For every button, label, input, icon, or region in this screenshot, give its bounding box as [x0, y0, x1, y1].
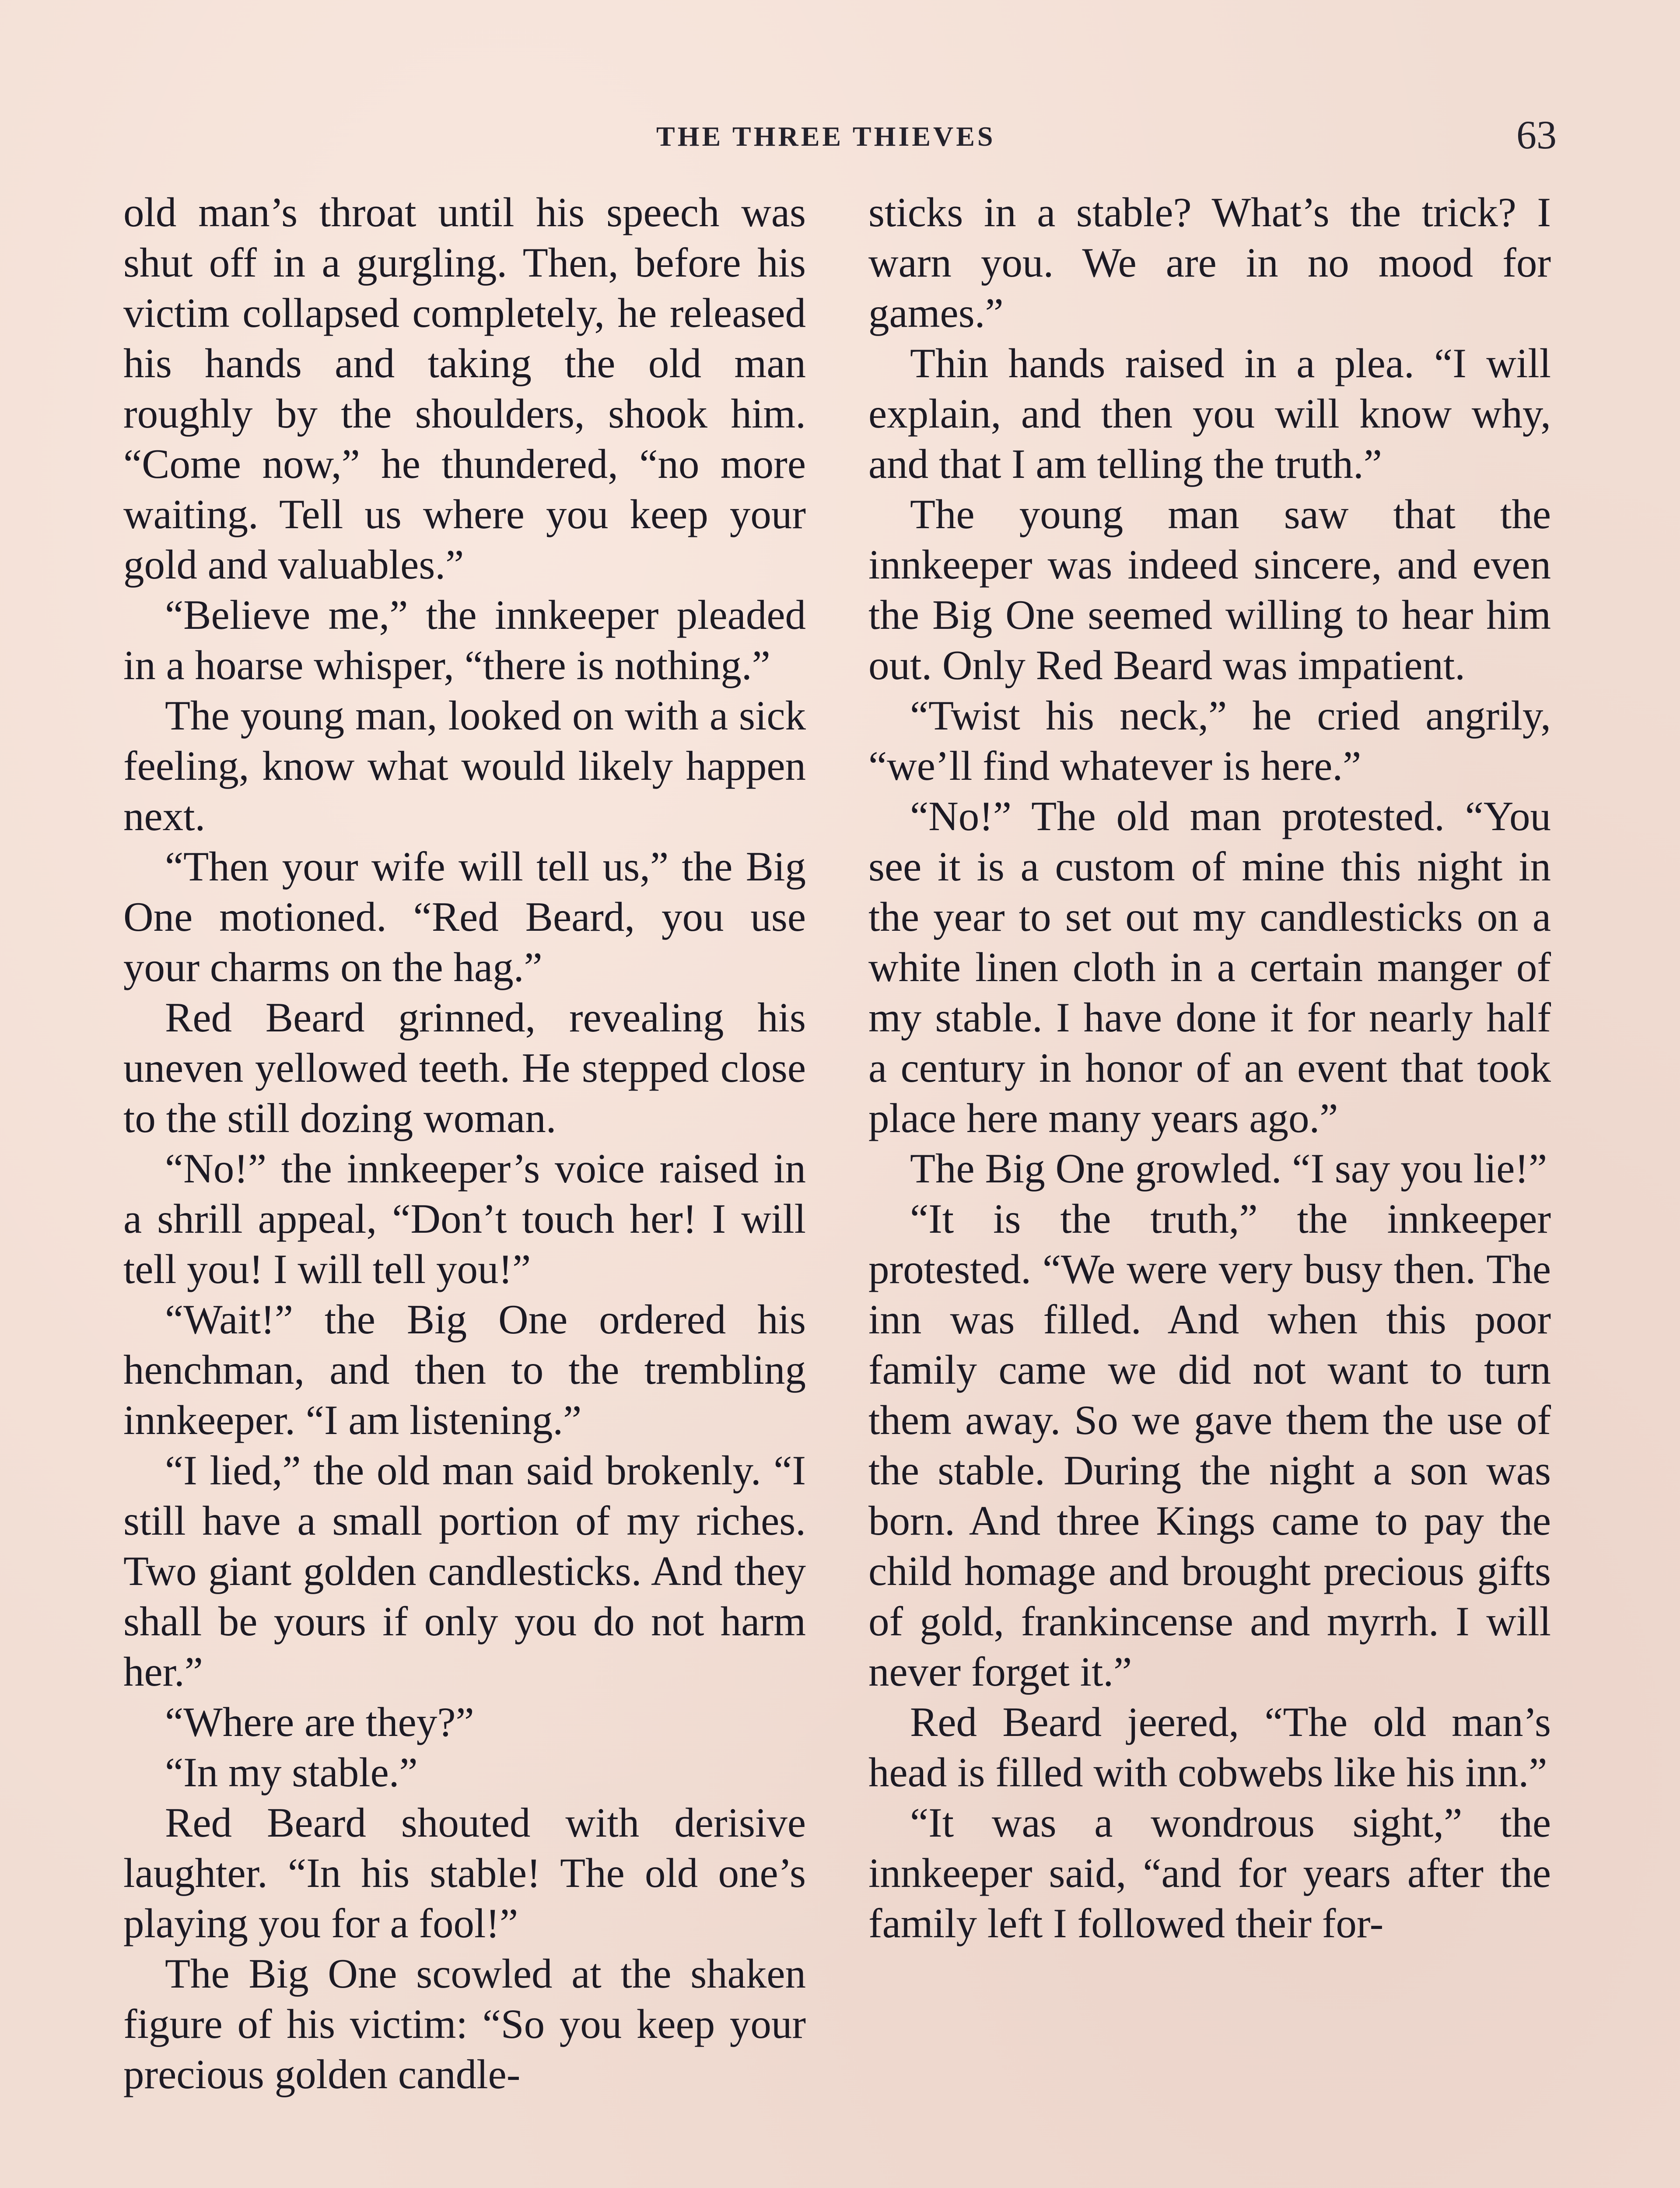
left-text-column	[123, 187, 806, 2100]
paragraph: Red Beard grinned, revealing his uneven yellowed teeth. He stepped close to the still dozing woman.	[123, 994, 806, 1141]
running-title: THE THREE THIEVES	[656, 121, 996, 152]
paragraph: “Then your wife will tell us,” the Big One motioned. “Red Beard, you use your charms on the hag.”	[123, 843, 806, 990]
paragraph: The young man saw that the innkeeper was indeed sincere, and even the Big One seemed willing to hear him out. Only Red Beard was impatient.	[868, 491, 1551, 688]
paragraph: “Believe me,” the innkeeper pleaded in a hoarse whisper, “there is nothing.”	[123, 592, 806, 688]
paragraph: “No!” the innkeeper’s voice raised in a shrill appeal, “Don’t touch her! I will tell you! I will tell you!”	[123, 1145, 806, 1292]
page-number: 63	[1516, 112, 1557, 157]
paragraph: The young man, looked on with a sick feeling, know what would likely happen next.	[123, 692, 806, 839]
paragraph: “It is the truth,” the innkeeper protested. “We were very busy then. The inn was filled. And when this poor family came we did not want to turn them away. So we gave them the use of the stable. During the night a son was born. And three Kings came to pay the child homage and brought precious gifts of gold, frankincense and myrrh. I will never forget it.”	[868, 1196, 1551, 1695]
paragraph: old man’s throat until his speech was shut off in a gurgling. Then, before his victim collapsed completely, he released his hands and taking the old man roughly by the shoulders, shook him. “Come now,” he thundered, “no more waiting. Tell us where you keep your gold and valuables.”	[123, 189, 806, 588]
paragraph: “No!” The old man protested. “You see it is a custom of mine this night in the year to set out my candlesticks on a white linen cloth in a certain manger of my stable. I have done it for nearly half a century in honor of an event that took place here many years ago.”	[868, 793, 1551, 1141]
paragraph: Thin hands raised in a plea. “I will explain, and then you will know why, and that I am telling the truth.”	[868, 340, 1551, 487]
running-head	[0, 112, 1680, 155]
paragraph: The Big One scowled at the shaken figure of his victim: “So you keep your precious golden candle-	[123, 1950, 806, 2097]
paragraph: Red Beard jeered, “The old man’s head is filled with cobwebs like his inn.”	[868, 1699, 1551, 1795]
paragraph: Red Beard shouted with derisive laughter. “In his stable! The old one’s playing you for a fool!”	[123, 1799, 806, 1946]
paragraph: The Big One growled. “I say you lie!”	[910, 1145, 1547, 1192]
right-text-column	[868, 187, 1551, 1949]
paragraph: “In my stable.”	[165, 1749, 418, 1795]
paragraph: sticks in a stable? What’s the trick? I warn you. We are in no mood for games.”	[868, 189, 1551, 336]
paragraph: “I lied,” the old man said brokenly. “I still have a small portion of my riches. Two giant golden candlesticks. And they shall be yours if only you do not harm her.”	[123, 1447, 806, 1695]
paragraph: “Where are they?”	[165, 1699, 474, 1745]
paragraph: “Wait!” the Big One ordered his henchman, and then to the trembling innkeeper. “I am listening.”	[123, 1296, 806, 1443]
paragraph: “It was a wondrous sight,” the innkeeper said, “and for years after the family left I followed their for-	[868, 1799, 1551, 1946]
paragraph: “Twist his neck,” he cried angrily, “we’ll find whatever is here.”	[868, 692, 1551, 789]
